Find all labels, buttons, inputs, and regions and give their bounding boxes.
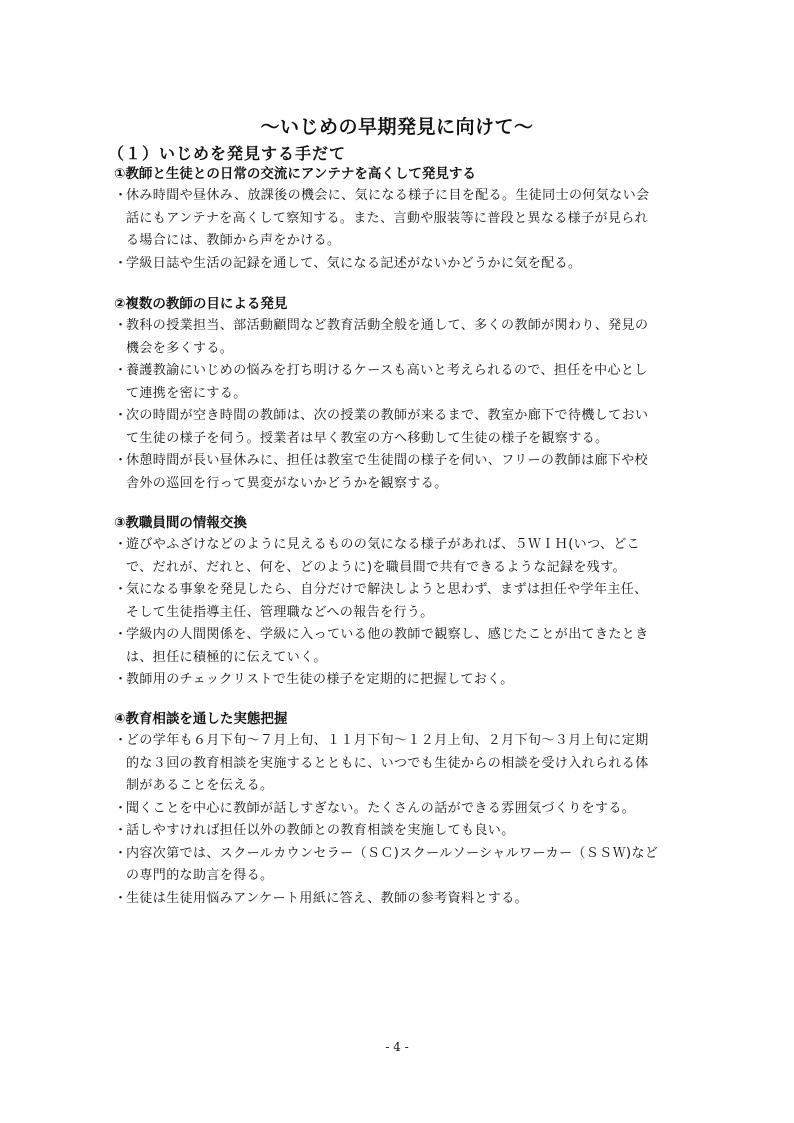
- list-item-text: 教科の授業担当、部活動顧問など教育活動全般を通して、多くの教師が関わり、発見の 機会を多くする。: [126, 318, 649, 356]
- section-heading: ②複数の教師の目による発見: [114, 296, 288, 312]
- list-item-text: 内容次第では、スクールカウンセラー（ＳＣ)スクールソーシャルワーカー（ＳＳＷ)など の専門的な助言を得る。: [126, 845, 659, 883]
- list-item: [114, 185, 684, 253]
- subtitle: （１）いじめを発見する手だて: [108, 144, 347, 163]
- list-item-text: 聞くことを中心に教師が話しすぎない。たくさんの話ができる雰囲気づくりをする。: [126, 800, 636, 816]
- section-staff-info-exchange: [114, 512, 684, 692]
- section-heading: ④教育相談を通した実態把握: [114, 711, 288, 727]
- bullet-mark: ・: [114, 188, 128, 203]
- list-item: [114, 253, 684, 276]
- list-item-text: 話しやすければ担任以外の教師との教育相談を実施しても良い。: [126, 823, 515, 838]
- list-item: [114, 405, 684, 450]
- bullet-mark: ・: [114, 582, 128, 597]
- list-item-text: 生徒は生徒用悩みアンケート用紙に答え、教師の参考資料とする。: [126, 890, 529, 906]
- list-item-text: 休憩時間が長い昼休みに、担任は教室で生徒間の様子を伺い、フリーの教師は廊下や校 舎外の巡回を行って異変がないかどうかを観察する。: [126, 453, 649, 491]
- list-item-text: 次の時間が空き時間の教師は、次の授業の教師が来るまで、教室か廊下で待機しておい て生徒の様子を伺う。授業者は早く教室の方へ移動して生徒の様子を観察する。: [126, 408, 649, 446]
- section-daily-interaction: [114, 163, 684, 275]
- list-item: [114, 888, 684, 911]
- list-item: [114, 730, 684, 798]
- list-item: [114, 534, 684, 579]
- bullet-mark: ・: [114, 255, 128, 271]
- list-item: [114, 798, 684, 821]
- bullet-mark: ・: [114, 800, 128, 816]
- section-heading: ①教師と生徒との日常の交流にアンテナを高くして発見する: [114, 166, 476, 182]
- bullet-mark: ・: [114, 845, 128, 861]
- bullet-mark: ・: [114, 537, 128, 552]
- bullet-mark: ・: [114, 672, 128, 687]
- page-number: - 4 -: [385, 1040, 409, 1054]
- list-item: [114, 820, 684, 843]
- bullet-mark: ・: [114, 733, 128, 748]
- list-item-text: 遊びやふざけなどのように見えるものの気になる様子があれば、５ＷＩＨ(いつ、どこ で、だれが、だれと、何を、どのように)を職員間で共有できるような記録を残す。: [126, 537, 641, 575]
- list-item-text: どの学年も６月下旬～７月上旬、１１月下旬～１２月上旬、２月下旬～３月上旬に定期 的な３回の教育相談を実施するとともに、いつでも生徒からの相談を受け入れられる体 制があることを伝える。: [126, 733, 649, 793]
- page-title: ～いじめの早期発見に向けて～: [260, 116, 534, 138]
- list-item: [114, 360, 684, 405]
- list-item-text: 休み時間や昼休み、放課後の機会に、気になる様子に目を配る。生徒同士の何気ない会 話にもアンテナを高くして察知する。また、言動や服装等に普段と異なる様子が見られ る場合には、教師から声をかける。: [126, 188, 650, 248]
- list-item-text: 学級日誌や生活の記録を通して、気になる記述がないかどうかに気を配る。: [126, 255, 582, 271]
- bullet-mark: ・: [114, 627, 128, 642]
- list-item: [114, 669, 684, 692]
- section-heading: ③教職員間の情報交換: [114, 515, 247, 531]
- bullet-mark: ・: [114, 453, 128, 468]
- list-item: [114, 315, 684, 360]
- list-item-text: 養護教諭にいじめの悩みを打ち明けるケースも高いと考えられるので、担任を中心とし て連携を密にする。: [126, 363, 648, 401]
- list-item: [114, 579, 684, 624]
- section-multiple-teachers: [114, 293, 684, 495]
- list-item: [114, 624, 684, 669]
- list-item-text: 学級内の人間関係を、学級に入っている他の教師で観察し、感じたことが出てきたとき は、担任に積極的に伝えていく。: [126, 627, 649, 665]
- bullet-mark: ・: [114, 363, 128, 378]
- list-item: [114, 450, 684, 495]
- list-item-text: 教師用のチェックリストで生徒の様子を定期的に把握しておく。: [126, 672, 514, 687]
- bullet-mark: ・: [114, 408, 128, 423]
- bullet-mark: ・: [114, 823, 128, 838]
- bullet-mark: ・: [114, 890, 128, 906]
- section-counseling: [114, 708, 684, 910]
- bullet-mark: ・: [114, 318, 128, 333]
- list-item: [114, 843, 684, 888]
- list-item-text: 気になる事象を発見したら、自分だけで解決しようと思わず、まずは担任や学年主任、 そして生徒指導主任、管理職などへの報告を行う。: [126, 582, 648, 620]
